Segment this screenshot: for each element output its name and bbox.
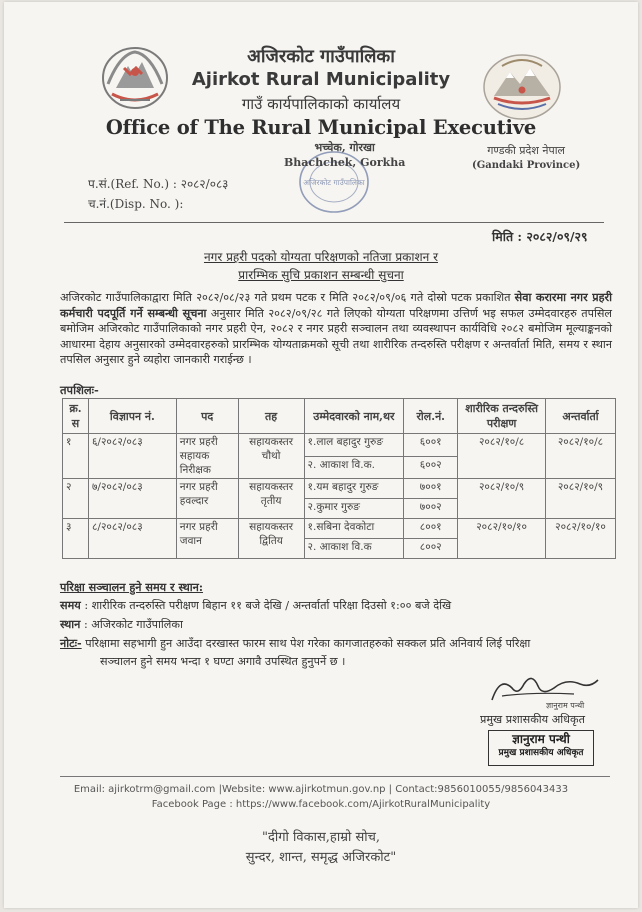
- cell-physical: २०८२/१०/९: [458, 479, 546, 519]
- province-en: (Gandaki Province): [472, 160, 581, 171]
- header-roll: रोल.नं.: [404, 399, 458, 434]
- municipality-name-en: Ajirkot Rural Municipality: [191, 69, 451, 90]
- results-table: [62, 398, 616, 559]
- cell-candidate: २.कुमार गुरुङ: [304, 499, 404, 519]
- cell-physical: २०८२/१०/८: [458, 434, 546, 479]
- province-np: गण्डकी प्रदेश नेपाल: [487, 144, 566, 157]
- footer-divider: [60, 776, 610, 777]
- cell-physical: २०८२/१०/१०: [458, 519, 546, 559]
- header-sn: क्र. स: [63, 399, 89, 434]
- dispatch-number: च.नं.(Disp. No. ):: [88, 197, 184, 211]
- cell-interview: २०८२/१०/१०: [546, 519, 616, 559]
- cell-candidate: १.सबिना देवकोटा: [304, 519, 404, 539]
- document-page: [4, 2, 638, 908]
- cell-sn: ३: [63, 519, 89, 559]
- cell-adv: ८/२०८२/०८३: [88, 519, 176, 559]
- body-part-1: अजिरकोट गाउँपालिकाद्वारा मिति २०८२/०८/२३ गते प्रथम पटक र मिति २०८२/०९/०६ गते दोस्रो पटक प्रकाशित: [60, 291, 515, 304]
- body-highlight: सेवा करारमा नगर प्रहरी कर्मचारी पदपूर्ति गर्ने सम्बन्धी सूचना: [60, 290, 612, 320]
- exam-schedule: [60, 578, 620, 671]
- signatory-title: प्रमुख प्रशासकीय अधिकृत: [480, 713, 586, 726]
- cell-adv: ६/२०८२/०८३: [88, 434, 176, 479]
- header-interview: अन्तर्वार्ता: [546, 399, 616, 434]
- schedule-place: [60, 615, 620, 634]
- place-value: : अजिरकोट गाउँपालिका: [83, 618, 183, 631]
- cell-level: सहायकस्तर द्वितिय: [238, 519, 304, 559]
- subject-line-1: नगर प्रहरी पदको योग्यता परिक्षणको नतिजा प्रकाशन र: [203, 250, 439, 264]
- table-header-row: [63, 399, 616, 434]
- header-candidate: उम्मेदवारको नाम,थर: [304, 399, 404, 434]
- cell-roll: ६००२: [404, 456, 458, 479]
- table-row: [63, 479, 616, 499]
- cell-interview: २०८२/१०/८: [546, 434, 616, 479]
- cell-adv: ७/२०८२/०८३: [88, 479, 176, 519]
- header-level: तह: [238, 399, 304, 434]
- reference-block: [88, 174, 228, 214]
- footer-line-1: Email: ajirkotrm@gmail.com |Website: www.ajirkotmun.gov.np | Contact:9856010055/9856043433: [73, 784, 569, 795]
- address-np: भच्चेक, गोरखा: [314, 141, 375, 154]
- header-physical: शारीरिक तन्दरुस्ति परीक्षण: [458, 399, 546, 434]
- motto-line-2: सुन्दर, शान्त, समृद्ध अजिरकोट": [245, 850, 397, 865]
- note-label: नोटः-: [60, 636, 82, 650]
- motto-line-1: "दीगो विकास,हाम्रो सोच,: [261, 830, 381, 845]
- document-date: मिति : २०८२/०९/२९: [492, 229, 588, 244]
- cell-candidate: १.लाल बहादुर गुरुङ: [304, 434, 404, 457]
- province-block: [472, 143, 580, 173]
- notice-body: [60, 290, 612, 368]
- cell-roll: ८००२: [404, 539, 458, 559]
- cell-roll: ६००१: [404, 434, 458, 457]
- cell-post: नगर प्रहरी जवान: [176, 519, 238, 559]
- cell-candidate: २. आकाश वि.क: [304, 539, 404, 559]
- notice-subject: [4, 248, 638, 284]
- note-line-1: परिक्षामा सहभागी हुन आउँदा दरखास्त फारम साथ पेश गरेका कागजातहरुको सक्कल प्रति अनिवार्य लिई परिक्षा: [81, 637, 531, 650]
- address-en: Bhachchek, Gorkha: [284, 156, 406, 169]
- signature-icon: [462, 666, 612, 710]
- cell-candidate: २. आकाश वि.क.: [304, 456, 404, 479]
- office-name-np: गाउँ कार्यपालिकाको कार्यालय: [241, 95, 401, 113]
- cell-post: नगर प्रहरी सहायक निरीक्षक: [176, 434, 238, 479]
- time-value: : शारीरिक तन्दरुस्ति परीक्षण बिहान ११ बजे देखि / अन्तर्वार्ता परिक्षा दिउसो १:०० बजे देखि: [84, 599, 452, 612]
- cell-sn: १: [63, 434, 89, 479]
- cell-roll: ७००१: [404, 479, 458, 499]
- header-post: पद: [176, 399, 238, 434]
- schedule-time: [60, 596, 620, 615]
- header-divider: [64, 222, 604, 223]
- cell-level: सहायकस्तर चौथो: [238, 434, 304, 479]
- header-advertisement: विज्ञापन नं.: [88, 399, 176, 434]
- footer-contact: [4, 782, 638, 812]
- municipality-name-np: अजिरकोट गाउँपालिका: [247, 46, 395, 67]
- municipality-motto: [4, 828, 638, 868]
- cell-sn: २: [63, 479, 89, 519]
- note-line-2: सञ्चालन हुने समय भन्दा १ घण्टा अगावै उपस्थित हुनुपर्ने छ ।: [100, 655, 346, 668]
- stamp-name: ज्ञानुराम पन्थी: [512, 732, 570, 746]
- subject-line-2: प्रारम्भिक सुचि प्रकाशन सम्बन्धी सुचना: [238, 268, 404, 282]
- time-label: समय: [60, 598, 81, 612]
- seal-text: अजिरकोट गाउँपालिका: [303, 178, 365, 187]
- table-row: [63, 434, 616, 457]
- cell-post: नगर प्रहरी हवल्दार: [176, 479, 238, 519]
- office-address: [284, 140, 405, 170]
- body-part-2: अनुसार मिति २०८२/०९/२८ गते लिएको योग्यता परिक्षणमा उत्तिर्ण भइ सफल उम्मेदवारहरु तपसिल बमोजिम अजिरकोट गाउँपालिकाको नगर प्रहरी ऐन, २०८२ र नगर प्रहरी सञ्चालन तथा व्यवस्थापन कार्यविधि २०८२ बमोजिम मूल्याङ्कनको आधारमा देहाय अनुसारको उम्मेदवारहरुको प्रारम्भिक योग्यताक्रमको सूची तथा शारीरिक तन्दरुस्ति परीक्षण र अन्तर्वार्ता मिति, समय र स्थान तपसिल अनुसार हुने व्यहोरा जानकारी गराईन्छ ।: [60, 306, 613, 366]
- office-name-en: Office of The Rural Municipal Executive: [105, 116, 537, 139]
- cell-roll: ८००१: [404, 519, 458, 539]
- cell-roll: ७००२: [404, 499, 458, 519]
- ref-number: प.सं.(Ref. No.) : २०८२/०८३: [88, 177, 229, 191]
- cell-candidate: १.यम बहादुर गुरुङ: [304, 479, 404, 499]
- schedule-title: परिक्षा सञ्चालन हुने समय र स्थान:: [60, 580, 204, 594]
- stamp-title: प्रमुख प्रशासकीय अधिकृत: [498, 748, 584, 758]
- details-label: तपशिलः-: [60, 383, 99, 397]
- cell-level: सहायकस्तर तृतीय: [238, 479, 304, 519]
- cell-interview: २०८२/१०/९: [546, 479, 616, 519]
- place-label: स्थान: [60, 617, 81, 631]
- signature-name: ज्ञानुराम पन्थी: [546, 701, 585, 710]
- footer-line-2: Facebook Page : https://www.facebook.com/AjirkotRuralMunicipality: [151, 799, 491, 810]
- table-row: [63, 519, 616, 539]
- signatory-stamp: [488, 730, 594, 766]
